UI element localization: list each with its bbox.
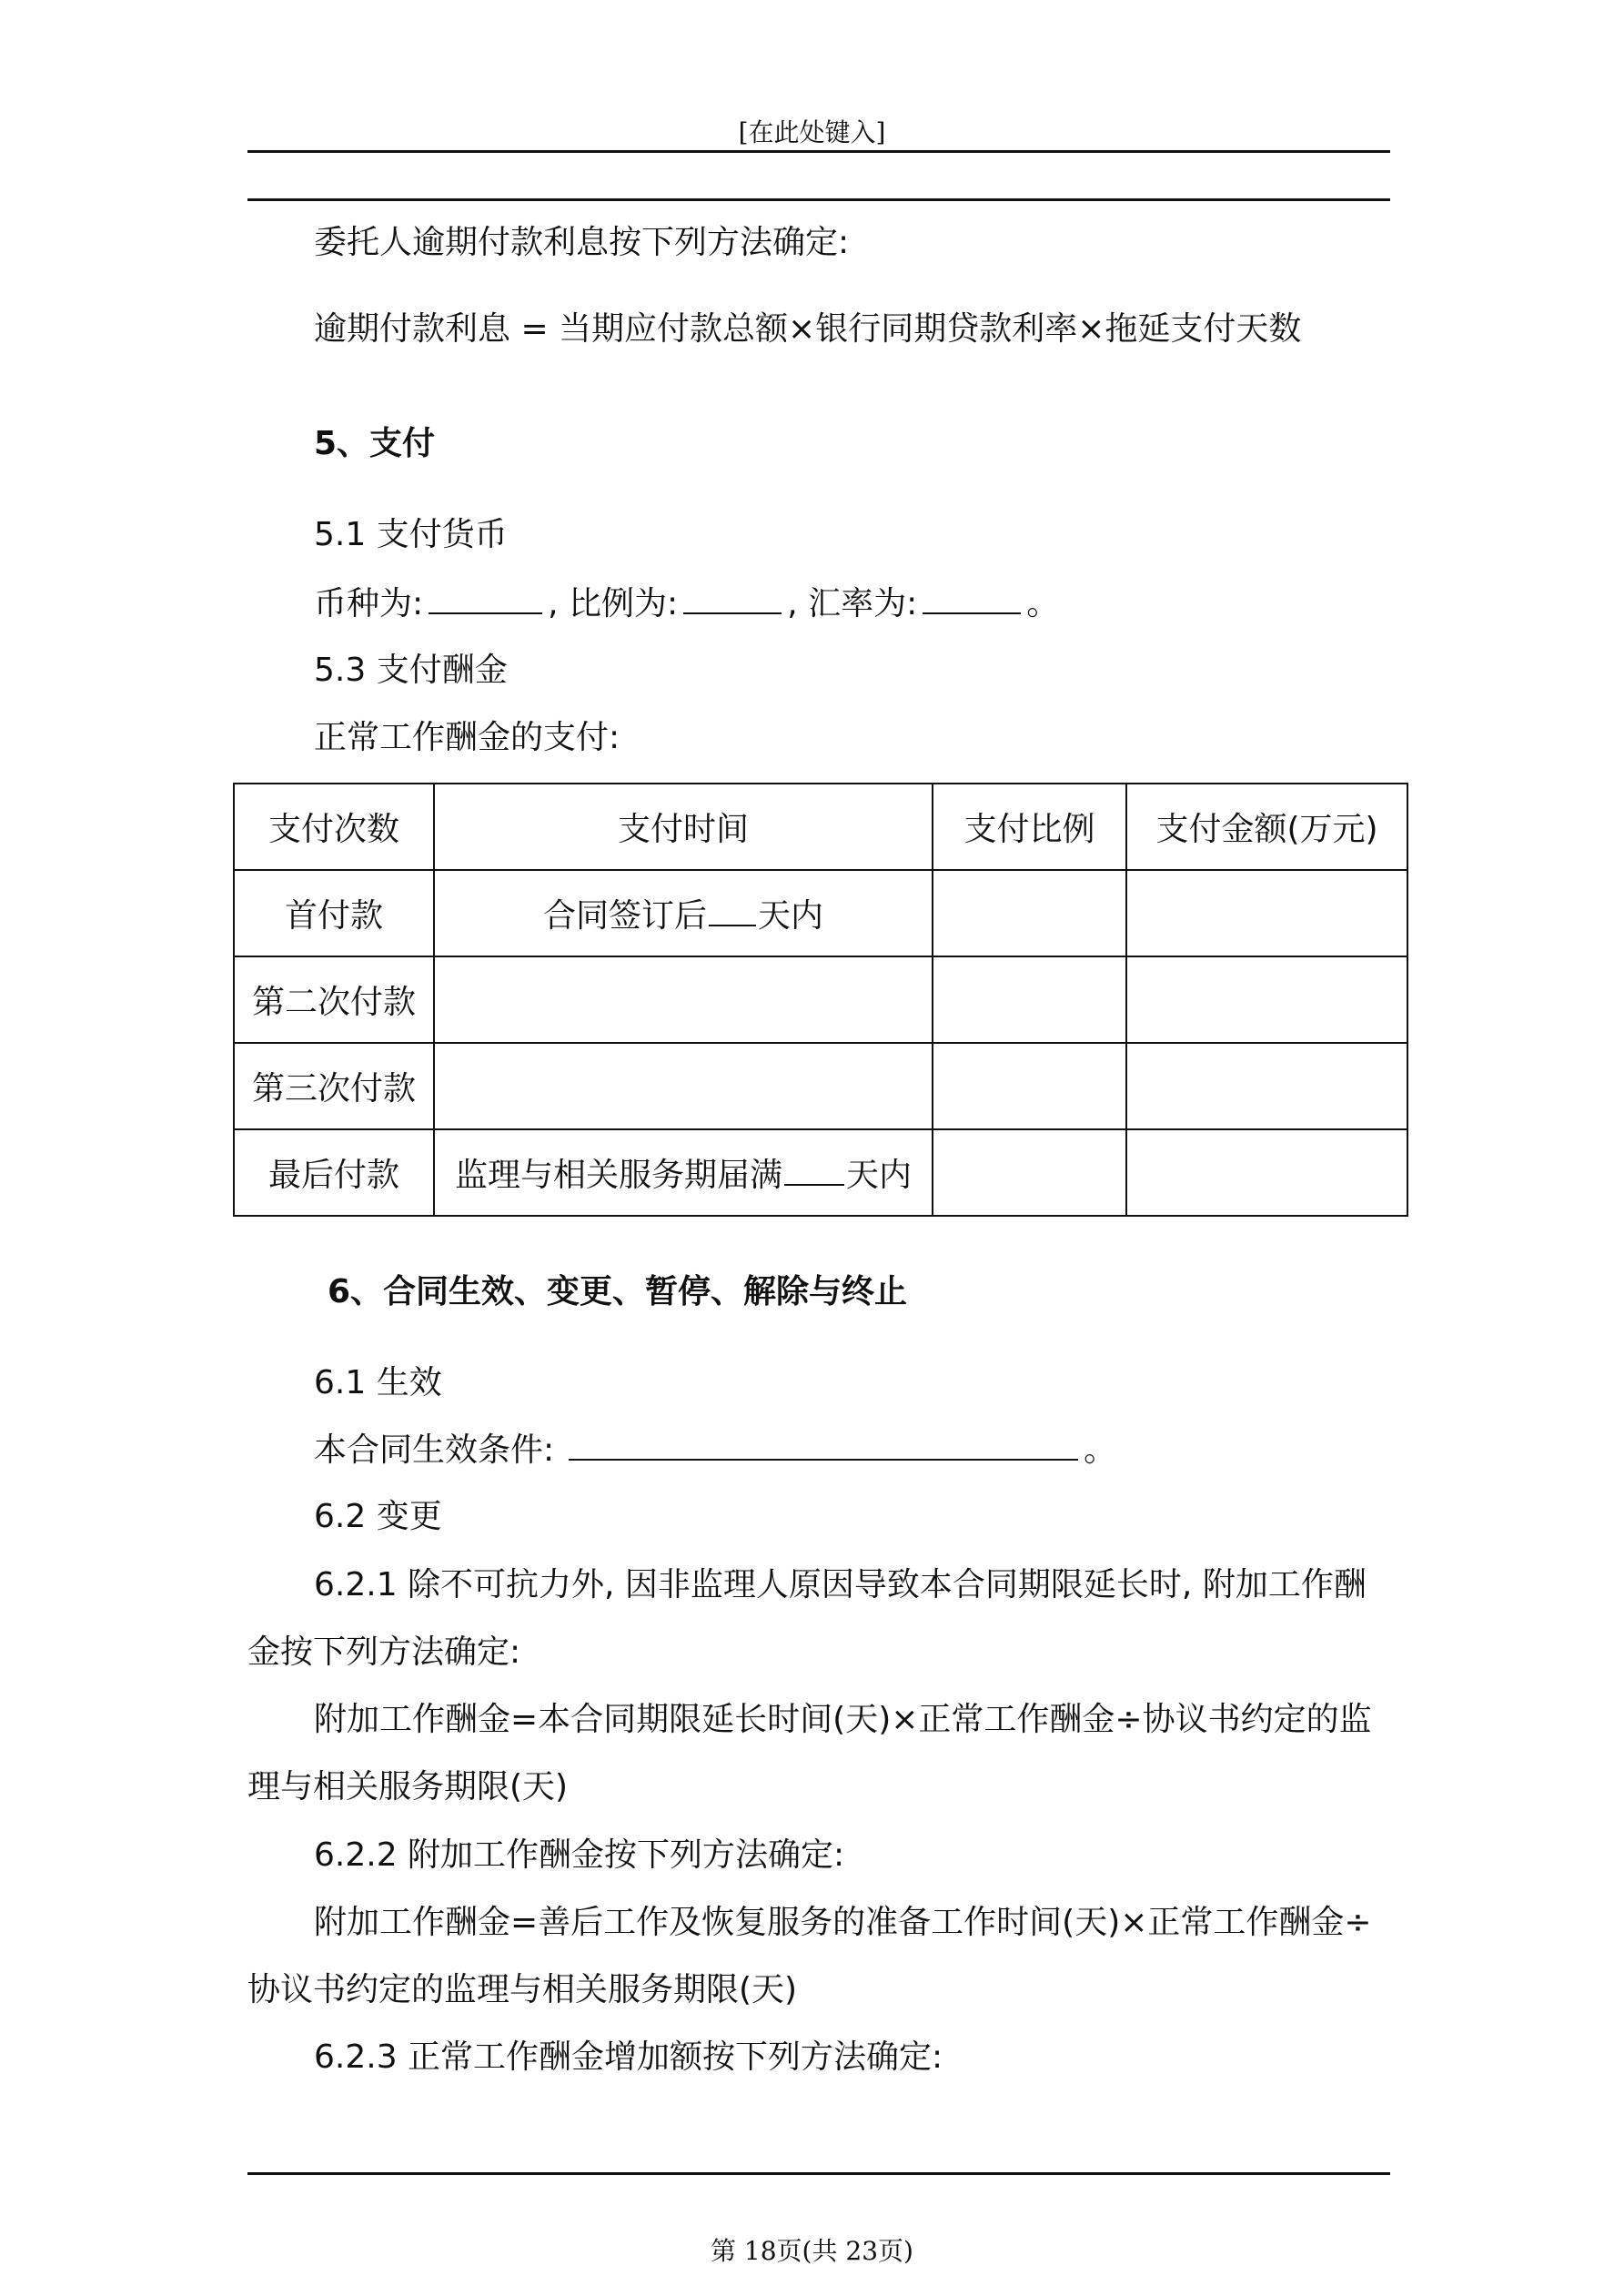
- section-5-heading: 5、支付: [314, 425, 436, 462]
- header-cell: 支付次数: [234, 784, 434, 870]
- table-row: [234, 870, 1407, 956]
- table-header-row: [234, 784, 1407, 870]
- payment-name-cell: 首付款: [234, 870, 434, 956]
- clause-6-2-2: 6.2.2 附加工作酬金按下列方法确定:: [314, 1836, 845, 1874]
- table-row: [234, 956, 1407, 1043]
- effect-condition-blank[interactable]: [569, 1431, 1078, 1461]
- paragraph-interest-formula: 逾期付款利息 = 当期应付款总额×银行同期贷款利率×拖延支付天数: [314, 310, 1302, 348]
- clause-6-2-1-line2: 金按下列方法确定:: [247, 1633, 521, 1671]
- formula-2-line1: 附加工作酬金=善后工作及恢复服务的准备工作时间(天)×正常工作酬金÷: [314, 1904, 1372, 1941]
- payment-amount-cell[interactable]: [1126, 1043, 1407, 1129]
- header-rule-2: [247, 198, 1390, 201]
- payment-time-cell[interactable]: [434, 1043, 933, 1129]
- days-blank[interactable]: [709, 897, 756, 926]
- payment-time-cell[interactable]: [434, 1129, 933, 1216]
- payment-name-cell: 第三次付款: [234, 1043, 434, 1129]
- payment-time-cell[interactable]: [434, 956, 933, 1043]
- payment-ratio-cell[interactable]: [933, 870, 1126, 956]
- table-row: [234, 1129, 1407, 1216]
- payment-amount-cell[interactable]: [1126, 870, 1407, 956]
- time-text: 合同签订后: [542, 897, 707, 935]
- exchange-rate-label: 汇率为:: [808, 585, 918, 622]
- formula-1-line2: 理与相关服务期限(天): [247, 1768, 569, 1805]
- section-6-heading: 6、合同生效、变更、暂停、解除与终止: [328, 1273, 908, 1310]
- payment-amount-cell[interactable]: [1126, 956, 1407, 1043]
- days-blank[interactable]: [784, 1157, 844, 1186]
- time-text: 天内: [846, 1157, 913, 1194]
- effect-condition-line: [314, 1429, 1116, 1472]
- payment-ratio-cell[interactable]: [933, 956, 1126, 1043]
- currency-blank[interactable]: [429, 585, 542, 614]
- clause-6-2: 6.2 变更: [314, 1498, 442, 1535]
- clause-5-3: 5.3 支付酬金: [314, 652, 508, 689]
- payment-ratio-cell[interactable]: [933, 1129, 1126, 1216]
- normal-pay-label: 正常工作酬金的支付:: [314, 719, 620, 756]
- header-rule: [247, 150, 1390, 153]
- separator: ,: [787, 585, 798, 622]
- table-row: [234, 1043, 1407, 1129]
- time-text: 监理与相关服务期届满: [454, 1157, 782, 1194]
- currency-label: 币种为:: [314, 585, 424, 622]
- currency-line: [314, 582, 1059, 626]
- period: 。: [1084, 1431, 1117, 1469]
- ratio-blank[interactable]: [683, 585, 782, 614]
- page-number: 第 18页(共 23页): [711, 2236, 913, 2266]
- clause-6-2-1-line1: 6.2.1 除不可抗力外, 因非监理人原因导致本合同期限延长时, 附加工作酬: [314, 1566, 1367, 1603]
- ratio-label: 比例为:: [569, 585, 679, 622]
- payment-ratio-cell[interactable]: [933, 1043, 1126, 1129]
- payment-table: [233, 783, 1408, 1217]
- footer-rule: [247, 2172, 1390, 2175]
- page-header: [在此处键入]: [738, 117, 886, 147]
- header-cell: 支付比例: [933, 784, 1126, 870]
- payment-name-cell: 最后付款: [234, 1129, 434, 1216]
- clause-6-1: 6.1 生效: [314, 1364, 442, 1401]
- payment-time-cell[interactable]: [434, 870, 933, 956]
- header-cell: 支付时间: [434, 784, 933, 870]
- paragraph-late-interest: 委托人逾期付款利息按下列方法确定:: [314, 224, 850, 261]
- formula-2-line2: 协议书约定的监理与相关服务期限(天): [247, 1971, 798, 2008]
- clause-5-1: 5.1 支付货币: [314, 516, 508, 553]
- time-text: 天内: [758, 897, 824, 935]
- header-cell: 支付金额(万元): [1126, 784, 1407, 870]
- exchange-rate-blank[interactable]: [923, 585, 1021, 614]
- effect-condition-label: 本合同生效条件:: [314, 1431, 555, 1469]
- period: 。: [1026, 585, 1060, 622]
- payment-amount-cell[interactable]: [1126, 1129, 1407, 1216]
- clause-6-2-3: 6.2.3 正常工作酬金增加额按下列方法确定:: [314, 2038, 943, 2076]
- formula-1-line1: 附加工作酬金=本合同期限延长时间(天)×正常工作酬金÷协议书约定的监: [314, 1701, 1372, 1738]
- separator: ,: [548, 585, 559, 622]
- payment-name-cell: 第二次付款: [234, 956, 434, 1043]
